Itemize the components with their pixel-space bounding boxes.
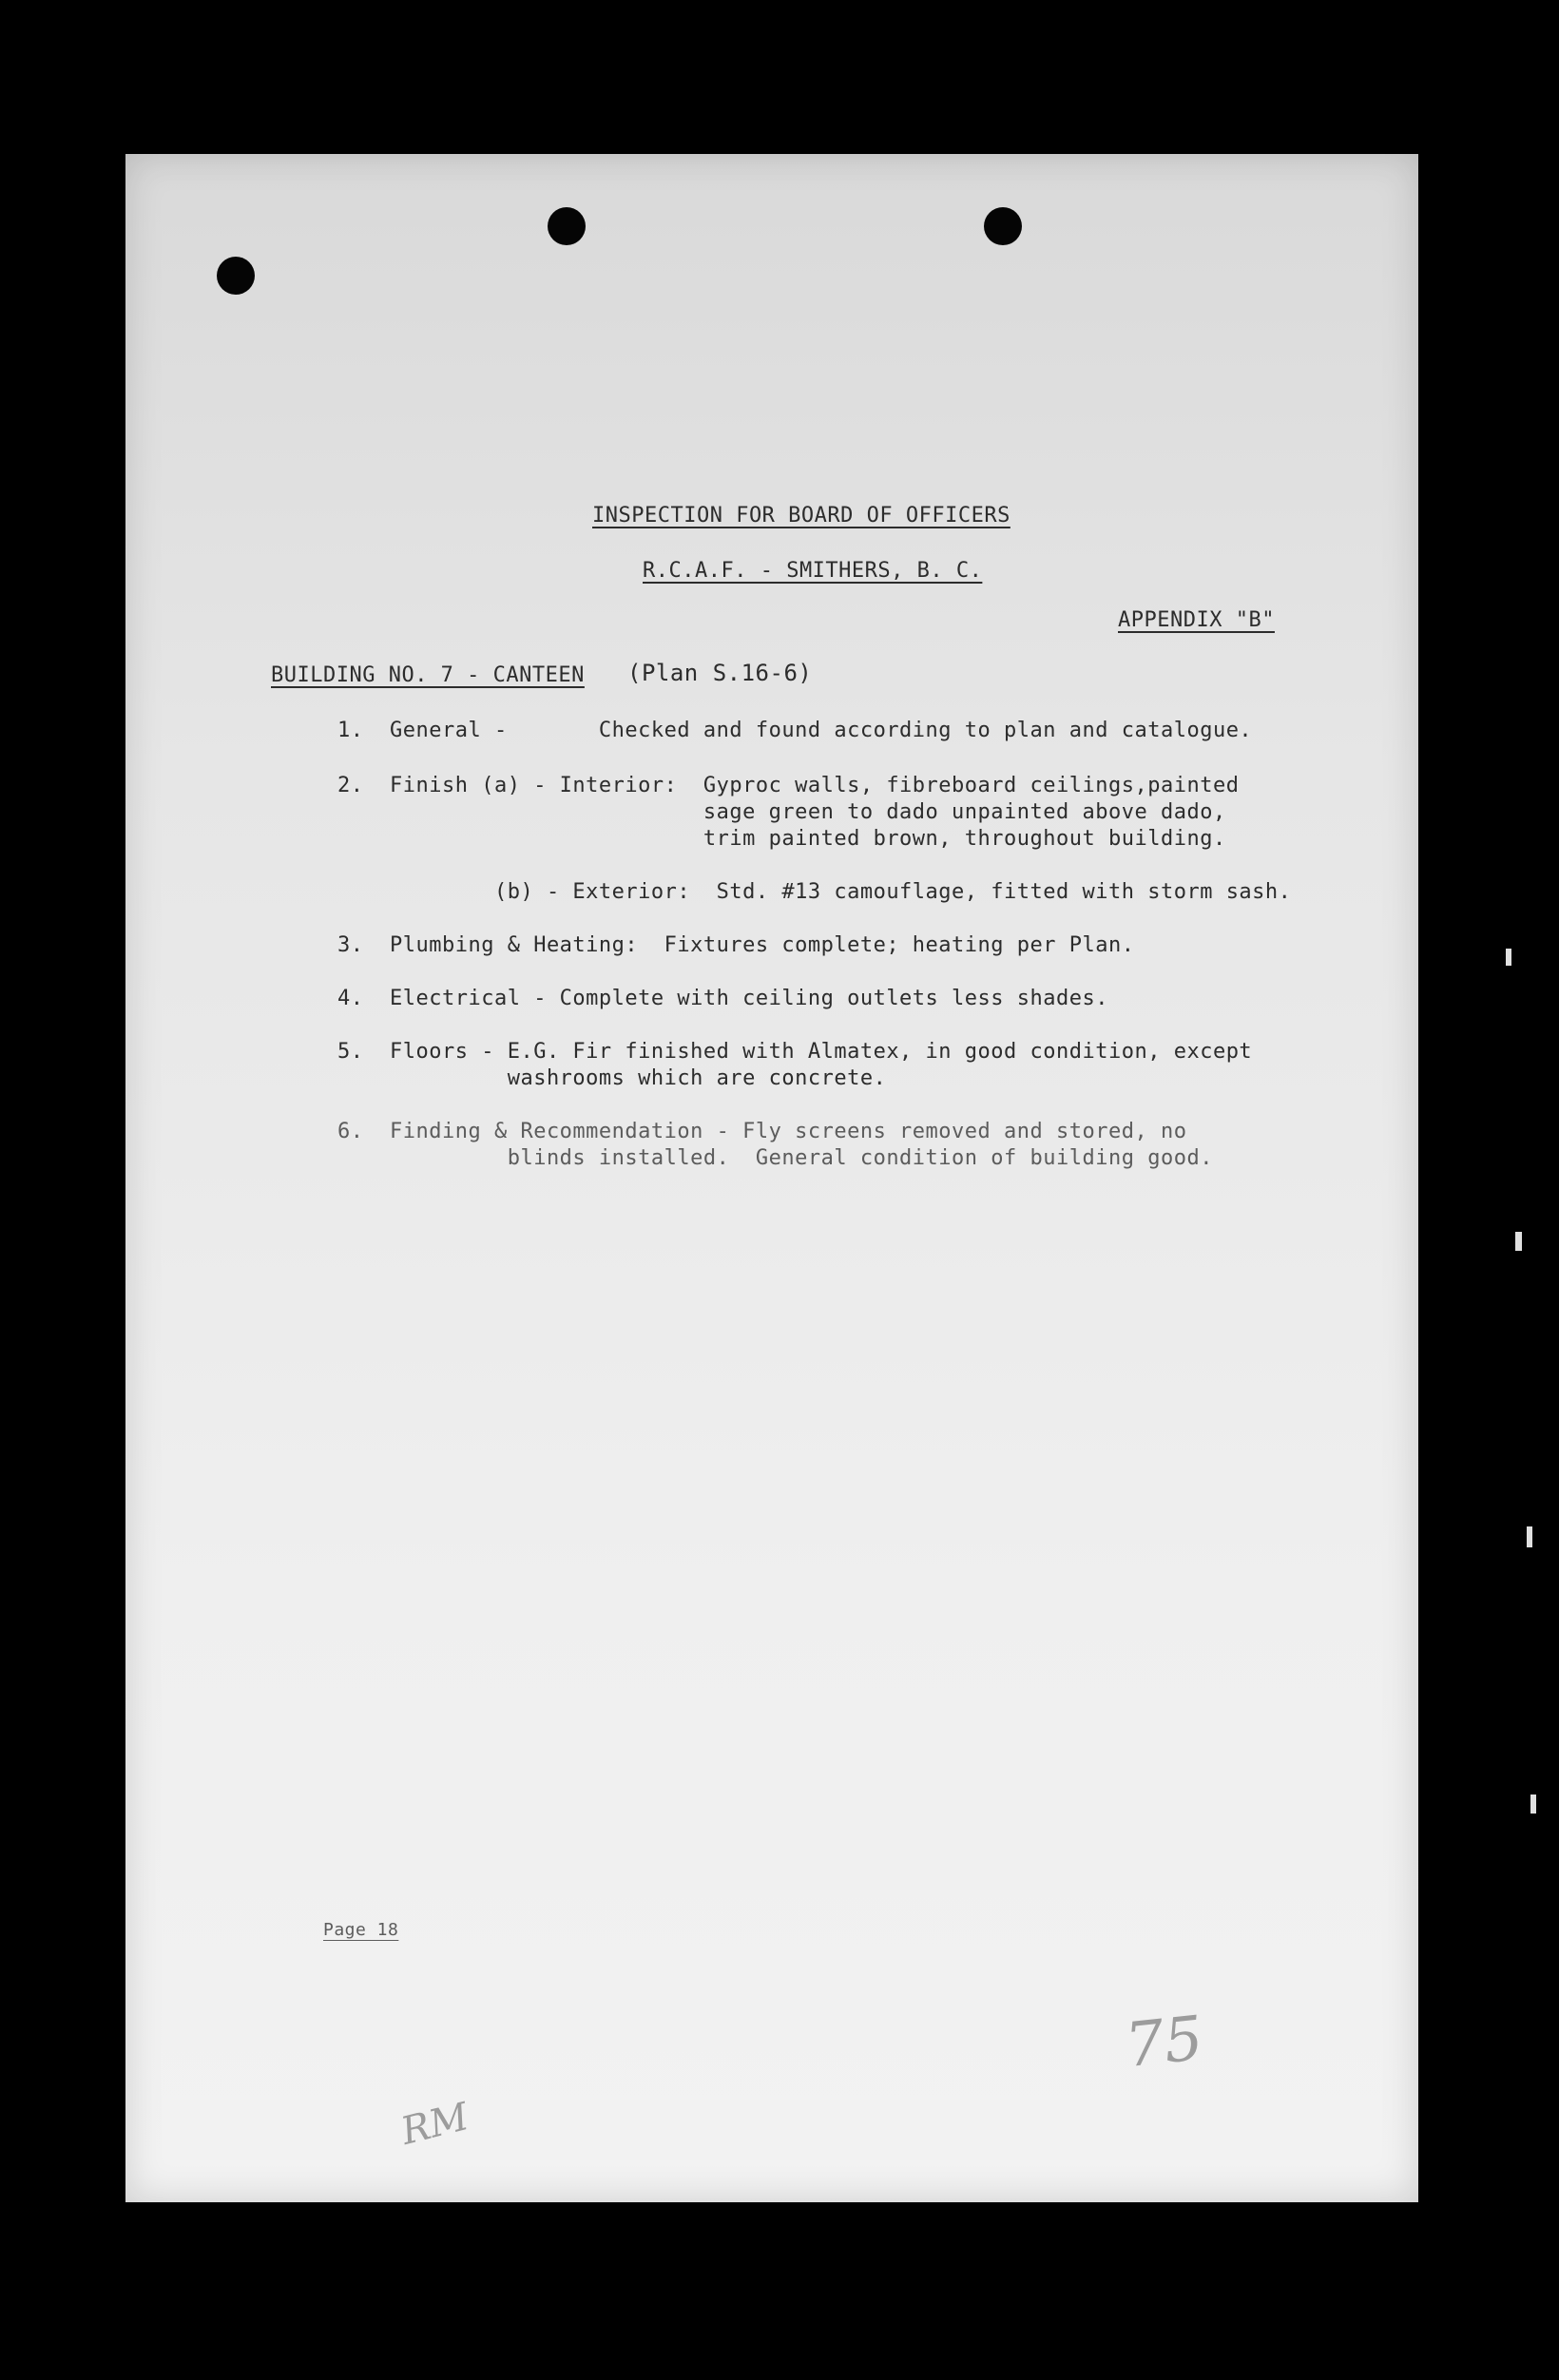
item-text: washrooms which are concrete.	[390, 1066, 887, 1090]
page-number: Page 18	[323, 1920, 399, 1940]
item-number: 1.	[337, 719, 364, 742]
item-text: sage green to dado unpainted above dado,	[390, 800, 1226, 824]
item-text: Floors - E.G. Fir finished with Almatex, in good condition, except	[390, 1040, 1253, 1064]
punch-hole-right	[984, 207, 1022, 245]
item-text: General - Checked and found according to plan and catalogue.	[390, 719, 1253, 742]
scan-speck	[1506, 949, 1511, 966]
item-number: 3.	[337, 933, 364, 957]
item-text: (b) - Exterior: Std. #13 camouflage, fitted with storm sash.	[390, 880, 1292, 904]
document-title: INSPECTION FOR BOARD OF OFFICERS	[592, 504, 1010, 528]
punch-hole-center	[548, 207, 586, 245]
document-subtitle: R.C.A.F. - SMITHERS, B. C.	[643, 559, 983, 583]
handwritten-number: 75	[1122, 2003, 1207, 2082]
item-number: 2.	[337, 774, 364, 797]
handwritten-initials: RM	[396, 2095, 473, 2154]
appendix-label: APPENDIX "B"	[1118, 608, 1275, 632]
item-number: 4.	[337, 987, 364, 1010]
item-number: 6.	[337, 1120, 364, 1143]
document-page	[125, 154, 1418, 2202]
item-text: blinds installed. General condition of building good.	[390, 1146, 1213, 1170]
item-text: Electrical - Complete with ceiling outlets less shades.	[390, 987, 1108, 1010]
item-text: trim painted brown, throughout building.	[390, 827, 1226, 851]
item-text: Finish (a) - Interior: Gyproc walls, fibreboard ceilings,painted	[390, 774, 1240, 797]
item-text: Finding & Recommendation - Fly screens removed and stored, no	[390, 1120, 1187, 1143]
scan-speck	[1527, 1526, 1532, 1547]
building-plan: (Plan S.16-6)	[627, 660, 813, 686]
scan-speck	[1515, 1232, 1522, 1251]
punch-hole-left	[217, 257, 255, 295]
building-label: BUILDING NO. 7 - CANTEEN	[271, 663, 585, 687]
item-text: Plumbing & Heating: Fixtures complete; heating per Plan.	[390, 933, 1135, 957]
item-number: 5.	[337, 1040, 364, 1064]
scan-speck	[1530, 1795, 1536, 1814]
